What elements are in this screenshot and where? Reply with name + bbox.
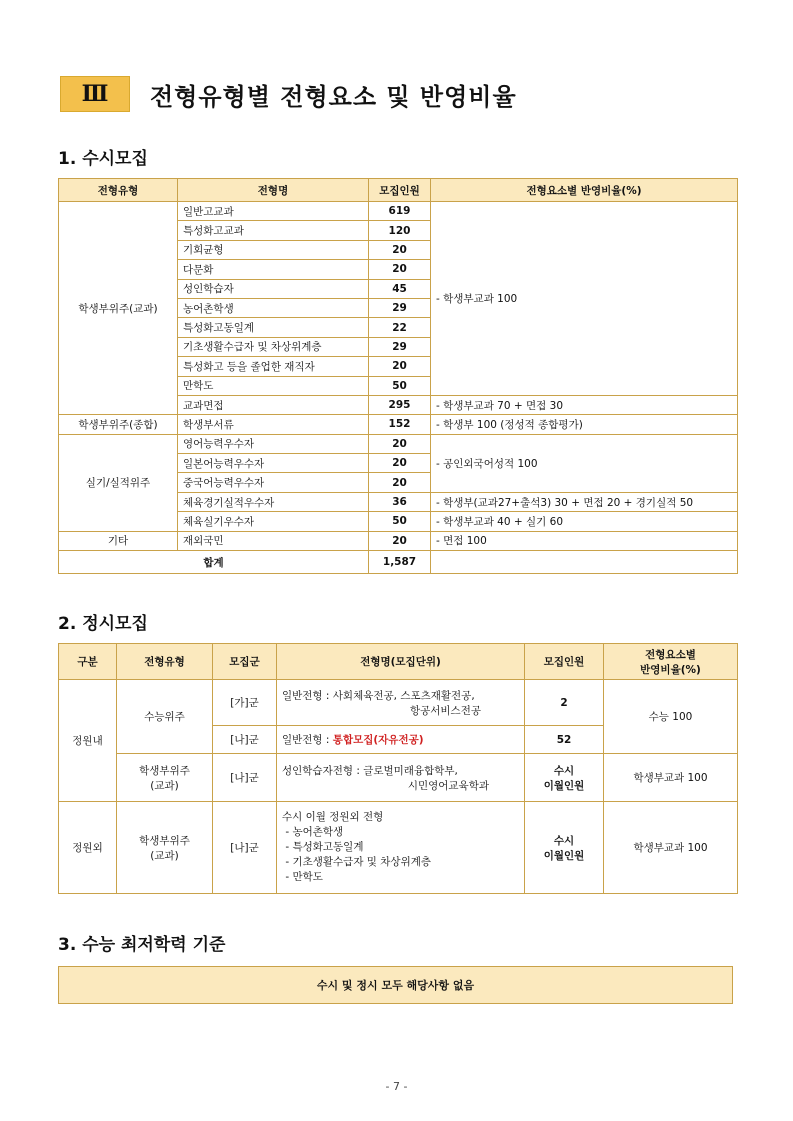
ratio-cell: - 학생부교과 100 — [431, 202, 738, 396]
highlight-text: 통합모집(자유전공) — [332, 734, 424, 746]
count-cell: 20 — [369, 240, 431, 259]
minimum-standard-box: 수시 및 정시 모두 해당사항 없음 — [58, 966, 733, 1004]
name-cell: 특성화고 등을 졸업한 재직자 — [178, 357, 369, 376]
table-row — [59, 680, 738, 726]
type-cell — [117, 802, 213, 894]
jeongsi-table — [58, 643, 738, 894]
name-cell: 재외국민 — [178, 531, 369, 550]
section-2-title: 2. 정시모집 — [58, 614, 148, 634]
section-1-title: 1. 수시모집 — [58, 149, 148, 169]
count-cell: 2 — [525, 680, 604, 726]
name-cell: 학생부서류 — [178, 415, 369, 434]
name-line: 일반전형 : 사회체육전공, 스포츠재활전공, — [282, 689, 475, 702]
count-cell — [525, 754, 604, 802]
name-cell — [277, 680, 525, 726]
name-line: - 만학도 — [282, 871, 323, 883]
table-row — [59, 415, 738, 434]
name-cell — [277, 726, 525, 754]
count-cell: 152 — [369, 415, 431, 434]
header-cell: 모집군 — [213, 644, 277, 680]
chapter-title: 전형유형별 전형요소 및 반영비율 — [150, 82, 517, 111]
name-cell: 중국어능력우수자 — [178, 473, 369, 492]
table-row — [59, 434, 738, 453]
count-cell: 20 — [369, 531, 431, 550]
group-cell: [나]군 — [213, 802, 277, 894]
name-cell: 교과면접 — [178, 395, 369, 414]
total-label: 합계 — [59, 551, 369, 574]
name-cell: 체육경기실적우수자 — [178, 492, 369, 511]
name-cell: 체육실기우수자 — [178, 512, 369, 531]
name-cell — [277, 802, 525, 894]
header-cell: 구분 — [59, 644, 117, 680]
type-cell: 학생부위주(교과) — [59, 202, 178, 415]
type-cell: 기타 — [59, 531, 178, 550]
type-line: (교과) — [150, 849, 179, 862]
chapter-number: Ⅲ — [60, 76, 130, 112]
type-line: 학생부위주 — [139, 834, 190, 847]
susi-table — [58, 178, 738, 574]
category-cell: 정원외 — [59, 802, 117, 894]
count-line: 이월인원 — [543, 849, 585, 862]
name-prefix: 일반전형 : — [282, 734, 333, 746]
group-cell: [나]군 — [213, 754, 277, 802]
type-line: 학생부위주 — [139, 764, 190, 777]
total-row — [59, 551, 738, 574]
count-cell: 619 — [369, 202, 431, 221]
name-line: 시민영어교육학과 — [407, 779, 489, 792]
header-cell: 모집인원 — [369, 179, 431, 202]
header-cell: 전형요소별 반영비율(%) — [431, 179, 738, 202]
count-cell: 29 — [369, 337, 431, 356]
count-cell: 120 — [369, 221, 431, 240]
ratio-cell: 학생부교과 100 — [604, 754, 738, 802]
name-cell: 일본어능력우수자 — [178, 454, 369, 473]
name-cell: 기회균형 — [178, 240, 369, 259]
total-empty — [431, 551, 738, 574]
name-cell: 일반고교과 — [178, 202, 369, 221]
count-cell: 20 — [369, 473, 431, 492]
header-line: 전형요소별 — [645, 648, 696, 661]
type-cell — [117, 754, 213, 802]
count-line: 이월인원 — [543, 779, 585, 792]
count-cell: 52 — [525, 726, 604, 754]
table-header-row — [59, 179, 738, 202]
count-cell: 20 — [369, 260, 431, 279]
page-number: - 7 - — [385, 1080, 408, 1093]
ratio-cell: 수능 100 — [604, 680, 738, 754]
table-header-row — [59, 644, 738, 680]
type-cell: 수능위주 — [117, 680, 213, 754]
table-row — [59, 531, 738, 550]
type-cell: 학생부위주(종합) — [59, 415, 178, 434]
group-cell: [나]군 — [213, 726, 277, 754]
table-row — [59, 754, 738, 802]
ratio-cell: - 학생부 100 (정성적 종합평가) — [431, 415, 738, 434]
header-cell: 전형유형 — [117, 644, 213, 680]
name-cell: 성인학습자 — [178, 279, 369, 298]
header-cell: 전형명(모집단위) — [277, 644, 525, 680]
table-row — [59, 202, 738, 221]
count-cell — [525, 802, 604, 894]
ratio-cell: - 학생부교과 70 + 면접 30 — [431, 395, 738, 414]
chapter-header — [60, 76, 517, 112]
count-cell: 29 — [369, 298, 431, 317]
name-cell: 특성화고교과 — [178, 221, 369, 240]
ratio-cell: - 학생부(교과27+출석3) 30 + 면접 20 + 경기실적 50 — [431, 492, 738, 511]
section-3-title: 3. 수능 최저학력 기준 — [58, 935, 226, 955]
count-line: 수시 — [553, 834, 575, 847]
count-cell: 295 — [369, 395, 431, 414]
header-line: 반영비율(%) — [640, 663, 701, 676]
count-line: 수시 — [553, 764, 575, 777]
header-cell: 모집인원 — [525, 644, 604, 680]
group-cell: [가]군 — [213, 680, 277, 726]
name-line: 수시 이월 정원외 전형 — [282, 811, 384, 823]
table-row — [59, 802, 738, 894]
type-line: (교과) — [150, 779, 179, 792]
type-cell: 실기/실적위주 — [59, 434, 178, 531]
name-line: - 농어촌학생 — [282, 826, 344, 838]
count-cell: 50 — [369, 512, 431, 531]
count-cell: 22 — [369, 318, 431, 337]
name-cell: 영어능력우수자 — [178, 434, 369, 453]
ratio-cell: - 면접 100 — [431, 531, 738, 550]
count-cell: 36 — [369, 492, 431, 511]
count-cell: 20 — [369, 454, 431, 473]
name-cell: 농어촌학생 — [178, 298, 369, 317]
name-cell: 특성화고동일계 — [178, 318, 369, 337]
name-cell: 다문화 — [178, 260, 369, 279]
name-cell — [277, 754, 525, 802]
header-cell: 전형명 — [178, 179, 369, 202]
count-cell: 20 — [369, 357, 431, 376]
header-cell — [604, 644, 738, 680]
count-cell: 50 — [369, 376, 431, 395]
name-line: 항공서비스전공 — [409, 704, 481, 717]
name-line: - 특성화고동일계 — [282, 841, 364, 853]
name-cell: 기초생활수급자 및 차상위계층 — [178, 337, 369, 356]
ratio-cell: - 공인외국어성적 100 — [431, 434, 738, 492]
count-cell: 20 — [369, 434, 431, 453]
count-cell: 45 — [369, 279, 431, 298]
category-cell: 정원내 — [59, 680, 117, 802]
ratio-cell: - 학생부교과 40 + 실기 60 — [431, 512, 738, 531]
name-cell: 만학도 — [178, 376, 369, 395]
ratio-cell: 학생부교과 100 — [604, 802, 738, 894]
name-line: 성인학습자전형 : 글로벌미래융합학부, — [282, 764, 458, 777]
name-line: - 기초생활수급자 및 차상위계층 — [282, 856, 431, 868]
total-count: 1,587 — [369, 551, 431, 574]
header-cell: 전형유형 — [59, 179, 178, 202]
